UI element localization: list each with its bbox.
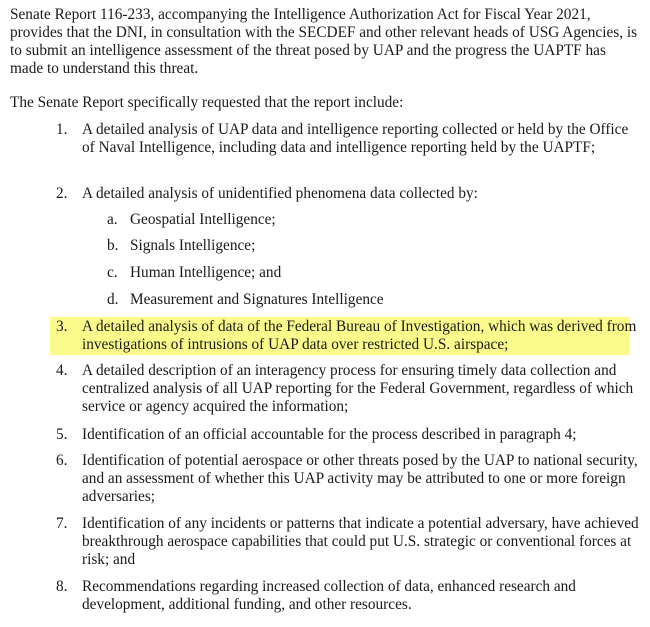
sub-item-letter: a. (107, 211, 118, 228)
sub-item-text: Signals Intelligence; (130, 237, 256, 254)
intro-paragraph: Senate Report 116-233, accompanying the Intelligence Authorization Act for Fiscal Year 2021, provides that the DNI, in consultation with the SECDEF and other relevant heads of USG Agencies, is to submit an intelligence assessment of the threat posed by UAP and the progress the UAPTF has made to understand this threat. (10, 6, 638, 77)
list-item-number: 5. (56, 426, 68, 443)
list-item-text: Identification of an official accountable for the process described in paragraph 4; (82, 426, 577, 443)
list-item-text: Identification of any incidents or patterns that indicate a potential adversary, have achieved breakthrough aerospace capabilities that could put U.S. strategic or conventional forces at risk; and (82, 515, 639, 568)
list-item-text: Identification of potential aerospace or other threats posed by the UAP to national security, and an assessment of whether this UAP activity may be attributed to one or more foreign adversaries; (82, 452, 638, 505)
list-item-number: 2. (56, 185, 68, 202)
lead-paragraph: The Senate Report specifically requested that the report include: (10, 94, 404, 111)
list-item-number: 8. (56, 578, 68, 595)
list-item-number: 6. (56, 452, 68, 469)
sub-item-text: Human Intelligence; and (130, 264, 282, 281)
list-item-text: A detailed analysis of UAP data and intelligence reporting collected or held by the Office of Naval Intelligence, including data and intelligence reporting held by the UAPTF; (82, 121, 629, 156)
sub-item-letter: b. (107, 237, 119, 254)
list-item-number: 1. (56, 121, 68, 138)
list-item-text: A detailed analysis of data of the Federal Bureau of Investigation, which was derived from investigations of intrusions of UAP data over restricted U.S. airspace; (82, 318, 637, 353)
list-item-text: A detailed analysis of unidentified phenomena data collected by: (82, 185, 478, 202)
sub-item-letter: d. (107, 291, 119, 308)
sub-item-text: Measurement and Signatures Intelligence (130, 291, 384, 308)
sub-item-text: Geospatial Intelligence; (130, 211, 276, 228)
list-item-number: 3. (56, 318, 68, 335)
sub-item-letter: c. (107, 264, 118, 281)
list-item-number: 7. (56, 515, 68, 532)
list-item-text: Recommendations regarding increased collection of data, enhanced research and development, additional funding, and other resources. (82, 578, 576, 613)
list-item-number: 4. (56, 362, 68, 379)
list-item-text: A detailed description of an interagency process for ensuring timely data collection and centralized analysis of all UAP reporting for the Federal Government, regardless of which service or agency acquired the information; (82, 362, 634, 415)
